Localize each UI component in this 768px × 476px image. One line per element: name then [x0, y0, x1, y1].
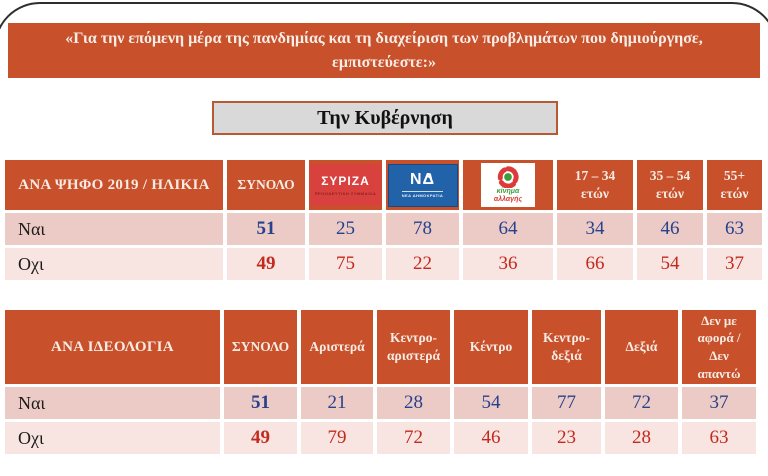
- table1-yes-age-35-54: 46: [637, 213, 703, 245]
- table2-no-total: 49: [224, 422, 297, 454]
- table1-header-syriza: [309, 160, 382, 210]
- question-banner: [8, 23, 760, 78]
- table2-yes-centre: 54: [454, 387, 528, 419]
- kinal-logo-line1: κίνημα: [496, 188, 520, 196]
- syriza-logo: [310, 164, 381, 206]
- table1-header-age-35-54: 35 – 54 ετών: [637, 160, 703, 210]
- table1-row-no-label: Οχι: [5, 248, 223, 280]
- table2-corner-header: ΑΝΑ ΙΔΕΟΛΟΓΙΑ: [5, 310, 220, 384]
- table2-row-no-label: Οχι: [5, 422, 220, 454]
- table2-no-centre-right: 23: [532, 422, 601, 454]
- answer-title: Την Κυβέρνηση: [317, 106, 453, 129]
- table1-yes-age-17-34: 34: [557, 213, 633, 245]
- table2-header-right: Δεξιά: [605, 310, 678, 384]
- table2-yes-right: 72: [605, 387, 678, 419]
- table1-yes-total: 51: [227, 213, 305, 245]
- table2-yes-no-answer: 37: [682, 387, 756, 419]
- table1-no-age-17-34: 66: [557, 248, 633, 280]
- table2-header-no-answer: Δεν με αφορά / Δεν απαντώ: [682, 310, 756, 384]
- table1-corner-header: ΑΝΑ ΨΗΦΟ 2019 / ΗΛΙΚΙΑ: [5, 160, 223, 210]
- table1-header-kinima-allagis: [463, 160, 553, 210]
- table1-row-yes-label: Ναι: [5, 213, 223, 245]
- table1-yes-kinal: 64: [463, 213, 553, 245]
- table2-no-right: 28: [605, 422, 678, 454]
- nd-logo-subtext: ΝΕΑ ΔΗΜΟΚΡΑΤΙΑ: [401, 192, 444, 198]
- table1-header-total: ΣΥΝΟΛΟ: [227, 160, 305, 210]
- table2-yes-total: 51: [224, 387, 297, 419]
- table2-row-yes-label: Ναι: [5, 387, 220, 419]
- question-line-2: εμπιστεύεστε:»: [332, 53, 436, 71]
- kinal-logo-text: [494, 188, 522, 203]
- table-by-vote-age: [5, 160, 762, 280]
- kinima-allagis-logo: [481, 163, 535, 207]
- table2-no-left: 79: [301, 422, 373, 454]
- table1-no-age-35-54: 54: [637, 248, 703, 280]
- table2-header-centre-left: Κεντρο-αριστερά: [377, 310, 450, 384]
- table1-no-syriza: 75: [309, 248, 382, 280]
- table1-yes-age-55plus: 63: [707, 213, 762, 245]
- table1-yes-nd: 78: [386, 213, 459, 245]
- table1-yes-syriza: 25: [309, 213, 382, 245]
- table2-header-centre: Κέντρο: [454, 310, 528, 384]
- table2-no-centre: 46: [454, 422, 528, 454]
- table2-header-left: Αριστερά: [301, 310, 373, 384]
- answer-title-box: [212, 101, 558, 135]
- nea-dimokratia-logo: [388, 164, 458, 207]
- kinal-logo-line2: αλλαγής: [493, 196, 523, 203]
- table1-no-nd: 22: [386, 248, 459, 280]
- table2-header-centre-right: Κεντρο-δεξιά: [532, 310, 601, 384]
- table1-no-total: 49: [227, 248, 305, 280]
- nd-logo-monogram: ΝΔ: [409, 170, 436, 188]
- table1-header-nea-dimokratia: [386, 160, 459, 210]
- table2-no-centre-left: 72: [377, 422, 450, 454]
- table2-yes-centre-right: 77: [532, 387, 601, 419]
- table1-no-kinal: 36: [463, 248, 553, 280]
- table1-no-age-55plus: 37: [707, 248, 762, 280]
- table2-yes-left: 21: [301, 387, 373, 419]
- kinal-rosette-icon: [497, 166, 519, 188]
- syriza-logo-subtext: ΠΡΟΟΔΕΥΤΙΚΗ ΣΥΜΜΑΧΙΑ: [314, 191, 377, 197]
- nd-flame-icon: [426, 172, 433, 179]
- table2-yes-centre-left: 28: [377, 387, 450, 419]
- question-line-1: «Για την επόμενη μέρα της πανδημίας και τη διαχείριση των προβλημάτων που δημιούργησε,: [65, 30, 703, 48]
- syriza-logo-name: ΣΥΡΙΖΑ: [321, 174, 370, 189]
- table1-header-age-17-34: 17 – 34 ετών: [557, 160, 633, 210]
- table-by-ideology: [5, 310, 756, 454]
- table2-no-no-answer: 63: [682, 422, 756, 454]
- table2-header-total: ΣΥΝΟΛΟ: [224, 310, 297, 384]
- table1-header-age-55plus: 55+ ετών: [707, 160, 762, 210]
